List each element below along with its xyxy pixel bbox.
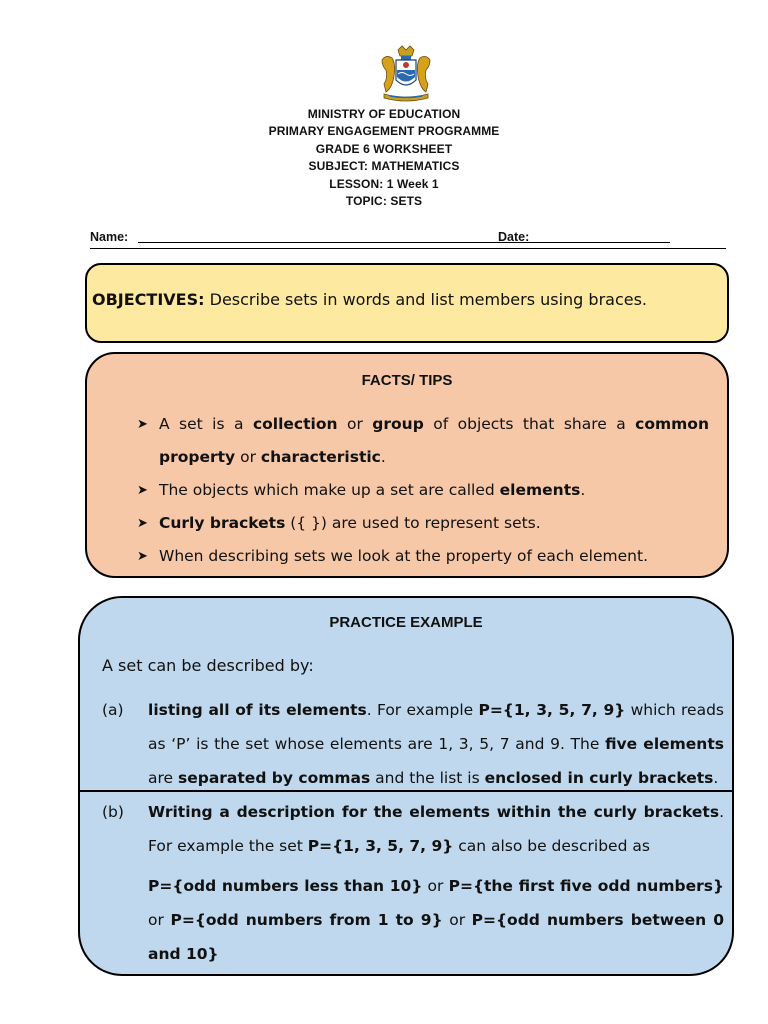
subject-line: SUBJECT: MATHEMATICS — [308, 159, 460, 174]
fact-item: ➤ The objects which make up a set are called elements. — [137, 474, 709, 507]
grade-line: GRADE 6 WORKSHEET — [315, 141, 453, 156]
practice-item-b — [102, 795, 724, 971]
item-label: (b) — [102, 803, 124, 821]
objectives-box — [85, 263, 729, 343]
ministry-line: MINISTRY OF EDUCATION — [307, 107, 461, 121]
practice-intro: A set can be described by: — [102, 656, 314, 675]
practice-example-box — [78, 596, 734, 976]
fact-item: ➤ When describing sets we look at the property of each element. — [137, 540, 709, 573]
facts-list — [137, 408, 709, 573]
arrowhead-bullet-icon: ➤ — [137, 417, 148, 432]
name-field[interactable] — [138, 242, 552, 243]
item-text: listing all of its elements. For example P={1, 3, 5, 7, 9} which reads as ‘P’ is the set whose elements are 1, 3, 5, 7 and 9. The five elements are separated by commas and the list is enclosed in curly brackets. — [148, 701, 724, 787]
arrowhead-bullet-icon: ➤ — [137, 483, 148, 498]
objectives-text: Describe sets in words and list members using braces. — [204, 290, 648, 309]
date-field[interactable] — [536, 242, 670, 243]
objectives-label: OBJECTIVES: — [92, 290, 205, 309]
name-date-row — [90, 228, 726, 249]
arrowhead-bullet-icon: ➤ — [137, 516, 148, 531]
date-label: Date: — [498, 230, 530, 244]
practice-item-a — [102, 693, 724, 795]
name-label: Name: — [90, 230, 129, 244]
facts-tips-box — [85, 352, 729, 578]
section-divider — [80, 790, 732, 792]
item-text: Writing a description for the elements within the curly brackets. For example the set P={1, 3, 5, 7, 9} can also be described as — [148, 803, 724, 855]
arrowhead-bullet-icon: ➤ — [137, 549, 148, 564]
fact-item: ➤ Curly brackets ({ }) are used to represent sets. — [137, 507, 709, 540]
fact-item: ➤ A set is a collection or group of objects that share a common property or characteristic. — [137, 408, 709, 474]
set-description-examples: P={odd numbers less than 10} or P={the first five odd numbers} or P={odd numbers from 1 to 9} or P={odd numbers between 0 and 10} — [148, 877, 724, 963]
programme-line: PRIMARY ENGAGEMENT PROGRAMME — [268, 124, 500, 139]
worksheet-header — [0, 106, 768, 210]
item-label: (a) — [102, 701, 124, 719]
lesson-line: LESSON: 1 Week 1 — [329, 176, 439, 191]
facts-title: FACTS/ TIPS — [361, 372, 453, 389]
practice-title: PRACTICE EXAMPLE — [329, 614, 483, 631]
topic-line: TOPIC: SETS — [345, 194, 423, 209]
coat-of-arms-icon — [376, 44, 436, 104]
